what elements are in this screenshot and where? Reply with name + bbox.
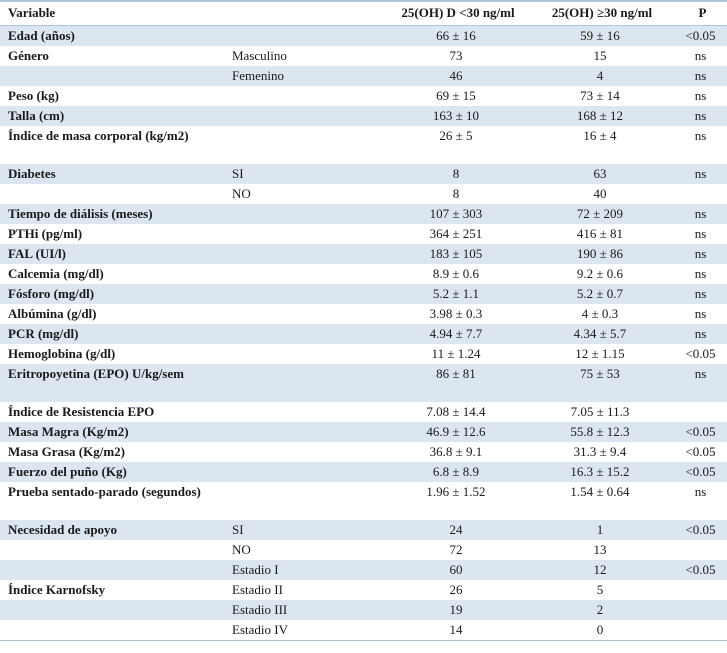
variable-cell: Masa Grasa (Kg/m2) xyxy=(8,444,125,459)
variable-cell: Hemoglobina (g/dl) xyxy=(8,346,116,361)
header-variable: Variable xyxy=(0,1,226,26)
subgroup-cell xyxy=(226,304,386,324)
table-row xyxy=(0,204,727,224)
group-high-value: 55.8 ± 12.3 xyxy=(526,422,674,442)
subgroup-cell: NO xyxy=(232,542,251,557)
group-low-value: 73 xyxy=(449,48,463,63)
group-high-value: 4 ± 0.3 xyxy=(581,306,619,321)
table-row xyxy=(0,620,727,641)
p-value: ns xyxy=(674,106,727,126)
table-row xyxy=(0,580,727,600)
variable-cell: Albúmina (g/dl) xyxy=(8,306,97,321)
p-value: ns xyxy=(674,324,727,344)
group-high-value: 2 xyxy=(526,600,674,620)
group-high-value: 75 ± 53 xyxy=(526,364,674,402)
p-value: <0.05 xyxy=(674,26,727,47)
p-value: ns xyxy=(674,364,727,402)
p-value xyxy=(674,184,727,204)
group-low-value: 6.8 ± 8.9 xyxy=(386,462,526,482)
subgroup-cell: Masculino xyxy=(232,48,287,63)
p-value xyxy=(674,540,727,560)
group-high-value: 15 xyxy=(593,48,607,63)
p-value: <0.05 xyxy=(674,520,727,540)
group-low-value: 66 ± 16 xyxy=(386,26,526,47)
variable-cell: Índice de Resistencia EPO xyxy=(8,404,155,419)
group-low-value: 26 ± 5 xyxy=(439,128,473,143)
subgroup-cell: Estadio IV xyxy=(226,620,386,641)
p-value: ns xyxy=(674,164,727,184)
subgroup-cell xyxy=(226,224,386,244)
group-high-value: 16 ± 4 xyxy=(583,128,617,143)
variable-cell xyxy=(0,620,226,641)
header-p: P xyxy=(674,1,727,26)
table-body xyxy=(0,26,727,641)
variable-cell: Eritropoyetina (EPO) U/kg/sem xyxy=(0,364,226,402)
subgroup-cell xyxy=(226,26,386,47)
group-low-value: 1.96 ± 1.52 xyxy=(426,484,486,499)
group-high-value: 0 xyxy=(526,620,674,641)
table-row xyxy=(0,540,727,560)
table-header xyxy=(0,1,727,26)
subgroup-cell xyxy=(226,264,386,284)
group-low-value: 3.98 ± 0.3 xyxy=(429,306,483,321)
header-group-low: 25(OH) D <30 ng/ml xyxy=(386,1,526,26)
group-low-value: 8.9 ± 0.6 xyxy=(432,266,480,281)
table-row xyxy=(0,324,727,344)
subgroup-cell xyxy=(226,204,386,224)
group-high-value: 59 ± 16 xyxy=(526,26,674,47)
p-value xyxy=(674,620,727,641)
group-low-value: 24 xyxy=(386,520,526,540)
group-low-value: 69 ± 15 xyxy=(436,88,476,103)
subgroup-cell xyxy=(226,126,386,164)
table-row xyxy=(0,520,727,540)
variable-cell: FAL (UI/l) xyxy=(0,244,226,264)
table-row xyxy=(0,304,727,324)
group-low-value: 11 ± 1.24 xyxy=(431,346,481,361)
group-high-value: 7.05 ± 11.3 xyxy=(570,404,630,419)
group-high-value: 1.54 ± 0.64 xyxy=(570,484,630,499)
subgroup-cell xyxy=(226,86,386,106)
variable-cell xyxy=(0,184,226,204)
p-value: <0.05 xyxy=(674,462,727,482)
subgroup-cell xyxy=(226,244,386,264)
group-high-value: 5.2 ± 0.7 xyxy=(526,284,674,304)
subgroup-cell xyxy=(226,344,386,364)
group-low-value: 183 ± 105 xyxy=(386,244,526,264)
p-value xyxy=(674,600,727,620)
p-value: <0.05 xyxy=(674,560,727,580)
table-row xyxy=(0,364,727,402)
subgroup-cell xyxy=(226,462,386,482)
group-low-value: 14 xyxy=(386,620,526,641)
table-row xyxy=(0,422,727,442)
variable-cell: Género xyxy=(8,48,49,63)
group-high-value: 5 xyxy=(596,582,604,597)
table-row xyxy=(0,560,727,580)
variable-cell: Edad (años) xyxy=(0,26,226,47)
variable-cell xyxy=(0,540,226,560)
group-high-value: 4 xyxy=(526,66,674,86)
group-low-value: 19 xyxy=(386,600,526,620)
p-value: ns xyxy=(674,66,727,86)
subgroup-cell: NO xyxy=(232,186,251,201)
variable-cell: Peso (kg) xyxy=(8,88,59,103)
group-high-value: 12 ± 1.15 xyxy=(575,346,625,361)
table-row xyxy=(0,26,727,47)
group-low-value: 36.8 ± 9.1 xyxy=(429,444,483,459)
group-low-value: 72 xyxy=(449,542,463,557)
variable-cell: Fuerzo del puño (Kg) xyxy=(0,462,226,482)
variable-cell: Talla (cm) xyxy=(0,106,226,126)
table-row xyxy=(0,244,727,264)
p-value: ns xyxy=(674,244,727,264)
subgroup-cell: Femenino xyxy=(226,66,386,86)
group-low-value: 46 xyxy=(386,66,526,86)
p-value: ns xyxy=(694,48,707,63)
subgroup-cell: Estadio II xyxy=(232,582,283,597)
variable-cell: Índice de masa corporal (kg/m2) xyxy=(8,128,189,143)
group-low-value: 4.94 ± 7.7 xyxy=(386,324,526,344)
variable-cell: Calcemia (mg/dl) xyxy=(8,266,104,281)
p-value xyxy=(674,580,727,600)
table-row xyxy=(0,264,727,284)
p-value: <0.05 xyxy=(685,346,716,361)
p-value: ns xyxy=(674,284,727,304)
table-row xyxy=(0,106,727,126)
subgroup-cell xyxy=(226,402,386,422)
table-row xyxy=(0,462,727,482)
group-high-value: 31.3 ± 9.4 xyxy=(573,444,627,459)
subgroup-cell xyxy=(226,364,386,402)
variable-cell: Masa Magra (Kg/m2) xyxy=(0,422,226,442)
p-value: ns xyxy=(694,266,707,281)
group-low-value: 8 xyxy=(386,164,526,184)
table-row xyxy=(0,46,727,66)
subgroup-cell xyxy=(226,482,386,520)
group-low-value: 163 ± 10 xyxy=(386,106,526,126)
group-high-value: 1 xyxy=(526,520,674,540)
subgroup-cell xyxy=(226,106,386,126)
variable-cell: Fósforo (mg/dl) xyxy=(0,284,226,304)
group-low-value: 107 ± 303 xyxy=(386,204,526,224)
p-value: ns xyxy=(694,226,707,241)
group-low-value: 5.2 ± 1.1 xyxy=(386,284,526,304)
group-high-value: 9.2 ± 0.6 xyxy=(576,266,624,281)
subgroup-cell: SI xyxy=(226,164,386,184)
subgroup-cell xyxy=(226,324,386,344)
group-high-value: 4.34 ± 5.7 xyxy=(526,324,674,344)
p-value: <0.05 xyxy=(674,422,727,442)
table-row xyxy=(0,184,727,204)
table-row xyxy=(0,164,727,184)
group-high-value: 40 xyxy=(593,186,607,201)
subgroup-cell: Estadio I xyxy=(226,560,386,580)
group-high-value: 168 ± 12 xyxy=(526,106,674,126)
table-row xyxy=(0,442,727,462)
p-value: ns xyxy=(694,88,707,103)
table-row xyxy=(0,482,727,520)
header-row xyxy=(0,1,727,26)
variable-cell xyxy=(0,66,226,86)
table-row xyxy=(0,66,727,86)
p-value: ns xyxy=(694,128,707,143)
subgroup-cell: Estadio III xyxy=(226,600,386,620)
p-value: ns xyxy=(674,204,727,224)
subgroup-cell: SI xyxy=(226,520,386,540)
group-high-value: 12 xyxy=(526,560,674,580)
header-subgroup xyxy=(226,1,386,26)
variable-cell: Necesidad de apoyo xyxy=(0,520,226,540)
group-high-value: 63 xyxy=(526,164,674,184)
variable-cell: PTHi (pg/ml) xyxy=(8,226,83,241)
variable-cell: Índice Karnofsky xyxy=(8,582,106,597)
table-row xyxy=(0,86,727,106)
group-high-value: 416 ± 81 xyxy=(576,226,624,241)
variable-cell: Diabetes xyxy=(0,164,226,184)
subgroup-cell xyxy=(226,422,386,442)
table-row xyxy=(0,224,727,244)
variable-cell xyxy=(0,600,226,620)
group-low-value: 46.9 ± 12.6 xyxy=(386,422,526,442)
p-value xyxy=(674,402,727,422)
table-row xyxy=(0,344,727,364)
group-low-value: 8 xyxy=(452,186,460,201)
group-low-value: 364 ± 251 xyxy=(429,226,483,241)
subgroup-cell xyxy=(226,284,386,304)
group-high-value: 190 ± 86 xyxy=(526,244,674,264)
subgroup-cell xyxy=(226,442,386,462)
group-high-value: 72 ± 209 xyxy=(526,204,674,224)
table-row xyxy=(0,284,727,304)
group-high-value: 13 xyxy=(593,542,607,557)
variable-cell: Tiempo de diálisis (meses) xyxy=(0,204,226,224)
table-row xyxy=(0,402,727,422)
p-value: ns xyxy=(694,306,707,321)
group-high-value: 16.3 ± 15.2 xyxy=(526,462,674,482)
variable-cell: PCR (mg/dl) xyxy=(0,324,226,344)
group-low-value: 7.08 ± 14.4 xyxy=(426,404,486,419)
variable-cell xyxy=(0,560,226,580)
group-low-value: 86 ± 81 xyxy=(386,364,526,402)
p-value: ns xyxy=(694,484,707,499)
group-low-value: 26 xyxy=(449,582,463,597)
header-group-high: 25(OH) ≥30 ng/ml xyxy=(526,1,674,26)
group-high-value: 73 ± 14 xyxy=(580,88,620,103)
table-row xyxy=(0,600,727,620)
group-low-value: 60 xyxy=(386,560,526,580)
variable-cell: Prueba sentado-parado (segundos) xyxy=(8,484,201,499)
table-row xyxy=(0,126,727,164)
p-value: <0.05 xyxy=(685,444,716,459)
